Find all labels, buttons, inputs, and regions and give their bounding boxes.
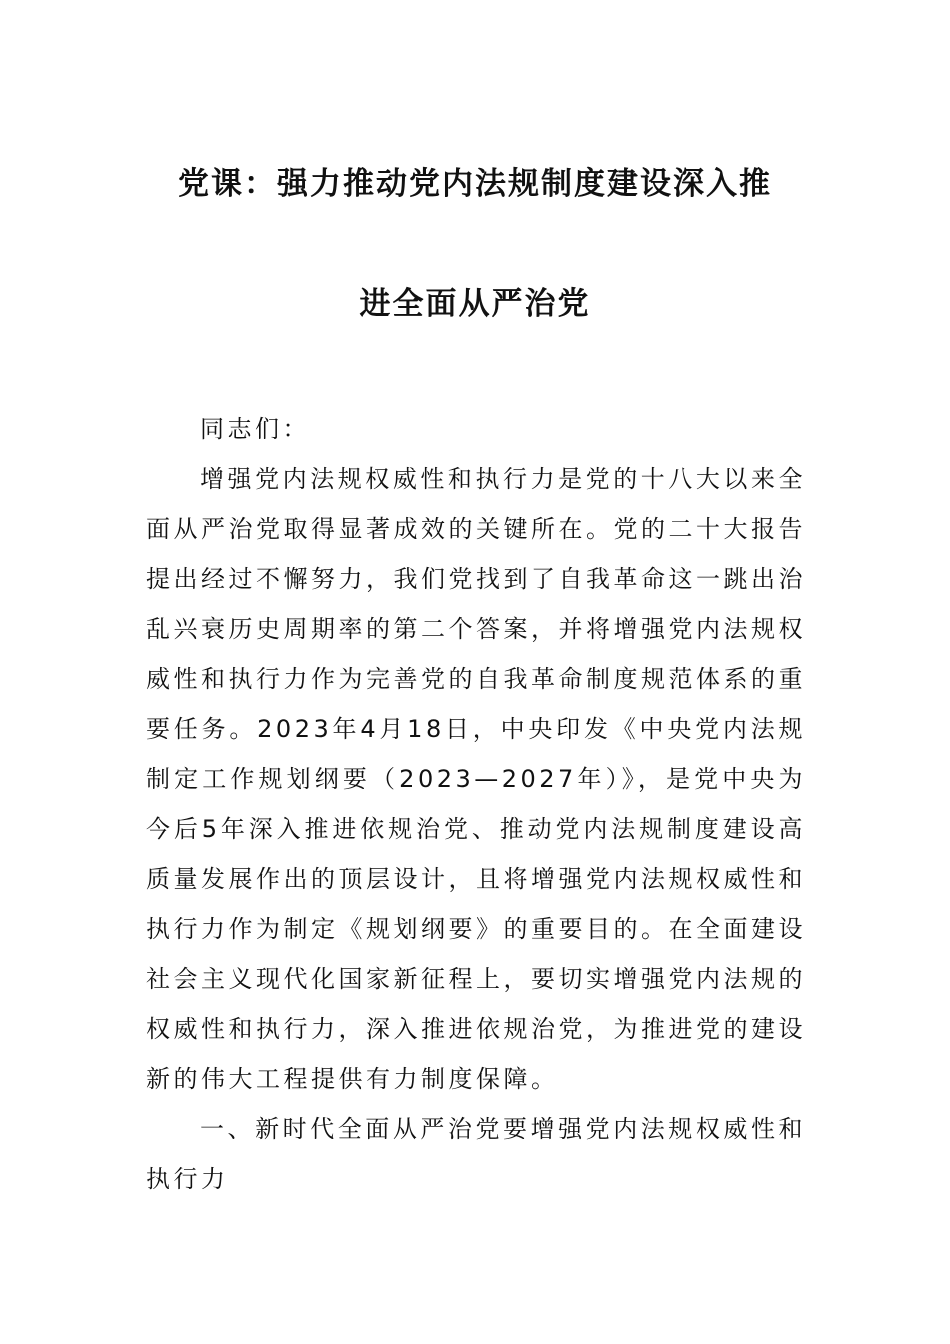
document-title-line-1: 党课：强力推动党内法规制度建设深入推 <box>178 166 772 202</box>
body-paragraph: 增强党内法规权威性和执行力是党的十八大以来全面从严治党取得显著成效的关键所在。党的二十大报告提出经过不懈努力，我们党找到了自我革命这一跳出治乱兴衰历史周期率的第二个答案，并将增强党内法规权威性和执行力作为完善党的自我革命制度规范体系的重要任务。2023年4月18日，中央印发《中央党内法规制定工作规划纲要（2023—2027年）》，是党中央为今后5年深入推进依规治党、推动党内法规制度建设高质量发展作出的顶层设计，且将增强党内法规权威性和执行力作为制定《规划纲要》的重要目的。在全面建设社会主义现代化国家新征程上，要切实增强党内法规的权威性和执行力，深入推进依规治党，为推进党的建设新的伟大工程提供有力制度保障。 <box>146 465 806 1093</box>
salutation: 同志们： <box>200 415 310 443</box>
document-title-line-2: 进全面从严治党 <box>359 286 591 322</box>
document-body <box>146 404 806 1204</box>
section-heading: 一、新时代全面从严治党要增强党内法规权威性和执行力 <box>146 1115 806 1193</box>
